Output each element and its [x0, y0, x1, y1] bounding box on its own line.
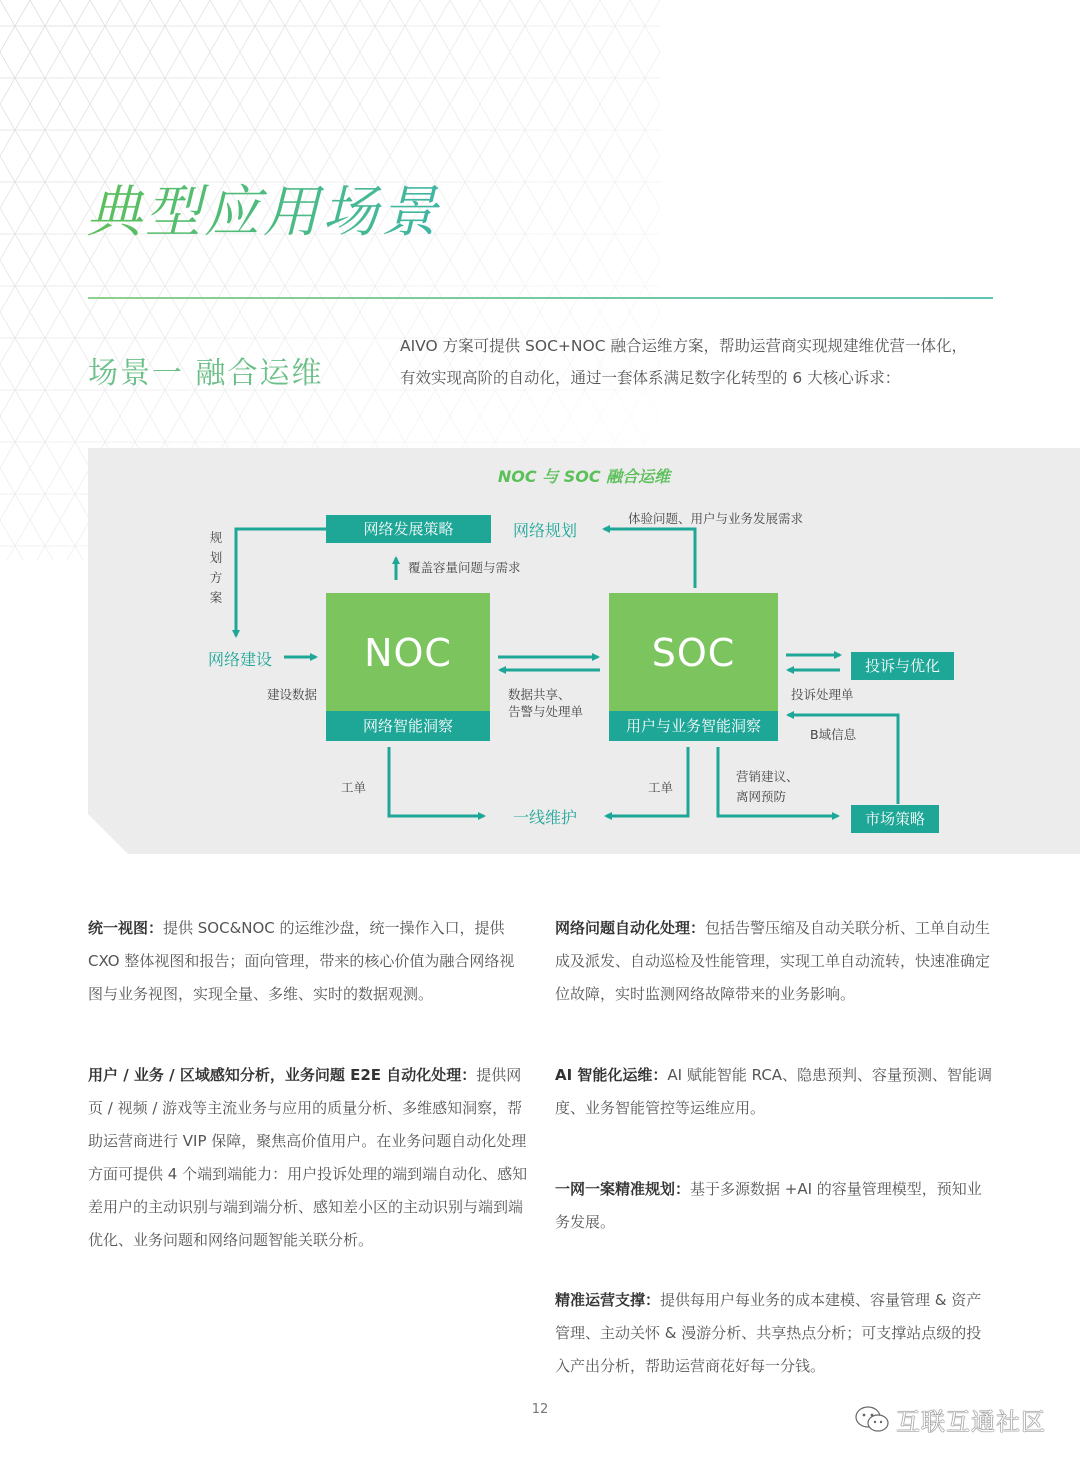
feature-ai-ops: [555, 1059, 995, 1125]
feature-precise-planning: [555, 1173, 995, 1239]
noc-soc-diagram: [88, 448, 1080, 854]
right-column-third: [555, 1173, 995, 1239]
left-column: [88, 912, 528, 1011]
feature-text: 包括告警压缩及自动关联分析、工单自动生成及派发、自动巡检及性能管理，实现工单自动流转，快速准确定位故障，实时监测网络故障带来的业务影响。: [555, 919, 991, 1003]
right-column-second: [555, 1059, 995, 1125]
feature-text: 基于多源数据 +AI 的容量管理模型，预知业务发展。: [555, 1180, 982, 1231]
planning-scheme-label: 规划方案: [209, 530, 223, 605]
watermark: [854, 1402, 1046, 1437]
feature-text: 提供每用户每业务的成本建模、容量管理 & 资产管理、主动关怀 & 漫游分析、共享热点分析；可支撑站点级的投入产出分析，帮助运营商花好每一分钱。: [555, 1291, 982, 1375]
first-line-maintenance-label: 一线维护: [513, 808, 578, 827]
experience-issues-label: 体验问题、用户与业务发展需求: [628, 511, 804, 526]
data-sharing-label-2: 告警与处理单: [508, 704, 584, 719]
watermark-text: 互联互通社区: [896, 1408, 1046, 1436]
soc-sub-label: 用户与业务智能洞察: [609, 711, 778, 741]
diagram-title: NOC 与 SOC 融合运维: [497, 467, 671, 486]
network-strategy-tag: 网络发展策略: [326, 515, 491, 543]
scene-title: 场景一 融合运维: [88, 356, 324, 391]
arrow-strategy-to-construction: [236, 529, 326, 636]
feature-title: 网络问题自动化处理：: [555, 919, 706, 937]
coverage-issues-label: 覆盖容量问题与需求: [408, 560, 521, 575]
intro-paragraph: [400, 330, 1000, 394]
work-order-right-label: 工单: [648, 780, 674, 795]
soc-box: [609, 593, 778, 741]
soc-label: SOC: [651, 631, 736, 675]
page-number: 12: [531, 1402, 549, 1417]
feature-precise-operation: [555, 1284, 995, 1383]
feature-title: 统一视图：: [88, 919, 164, 937]
feature-text: 提供网页 / 视频 / 游戏等主流业务与应用的质量分析、多维感知洞察，帮助运营商进行 VIP 保障，聚焦高价值用户。在业务问题自动化处理方面可提供 4 个端到端能力：用户投诉处理的端到端自动化、感知差用户的主动识别与端到端分析、感知差小区的主动识别与端到端优化、业务问题和网络问题智能关联分析。: [88, 1066, 528, 1249]
feature-title: 精准运营支撑：: [555, 1291, 661, 1309]
construction-data-label: 建设数据: [267, 687, 318, 702]
intro-line: 有效实现高阶的自动化，通过一套体系满足数字化转型的 6 大核心诉求：: [400, 369, 901, 387]
work-order-left-label: 工单: [341, 780, 367, 795]
left-column-second: [88, 1059, 528, 1257]
noc-sub-label: 网络智能洞察: [326, 711, 490, 741]
feature-user-service: [88, 1059, 528, 1257]
marketing-label-2: 离网预防: [736, 789, 787, 804]
feature-title: 用户 / 业务 / 区域感知分析，业务问题 E2E 自动化处理：: [88, 1066, 477, 1084]
network-construction-label: 网络建设: [208, 650, 273, 669]
title-divider: [88, 297, 993, 299]
complaint-ticket-label: 投诉处理单: [791, 687, 854, 702]
noc-box: [326, 593, 490, 741]
arrow-soc-to-planning: [604, 529, 695, 588]
feature-text: 提供 SOC&NOC 的运维沙盘，统一操作入口，提供 CXO 整体视图和报告；面向管理，带来的核心价值为融合网络视图与业务视图，实现全量、多维、实时的数据观测。: [88, 919, 515, 1003]
b-domain-info-label: B域信息: [810, 727, 857, 742]
data-sharing-label-1: 数据共享、: [508, 687, 571, 702]
feature-unified-view: [88, 912, 528, 1011]
noc-label: NOC: [364, 631, 452, 675]
feature-title: AI 智能化运维：: [555, 1066, 668, 1084]
right-column-fourth: [555, 1284, 995, 1383]
arrow-soc-to-maintenance: [606, 747, 688, 816]
market-strategy-tag: 市场策略: [851, 805, 939, 833]
right-column: [555, 912, 995, 1011]
feature-network-auto: [555, 912, 995, 1011]
intro-line: AIVO 方案可提供 SOC+NOC 融合运维方案，帮助运营商实现规建维优营一体化，: [400, 337, 967, 355]
network-planning-label: 网络规划: [513, 521, 578, 540]
wechat-icon: [854, 1405, 890, 1435]
arrow-noc-to-maintenance: [389, 747, 484, 816]
feature-title: 一网一案精准规划：: [555, 1180, 691, 1198]
page-title: 典型应用场景: [86, 168, 440, 248]
complaint-optimization-tag: 投诉与优化: [851, 652, 954, 680]
feature-text: AI 赋能智能 RCA、隐患预判、容量预测、智能调度、业务智能管控等运维应用。: [555, 1066, 993, 1117]
marketing-label-1: 营销建议、: [736, 769, 799, 784]
